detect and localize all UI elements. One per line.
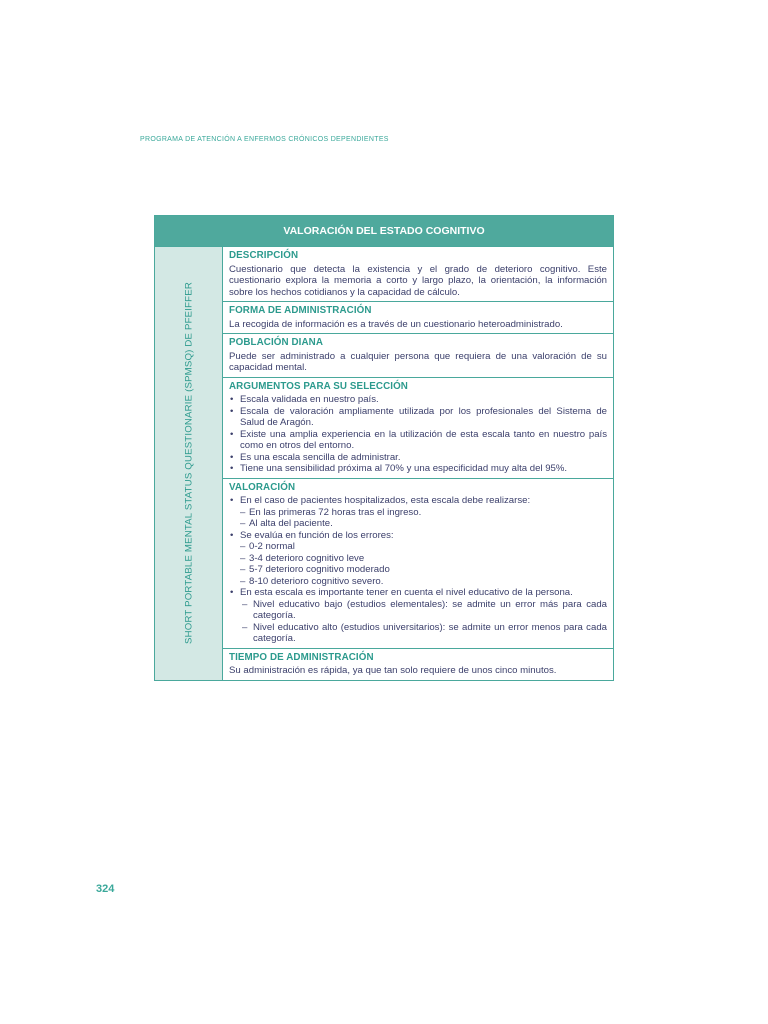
- valoracion-list: [229, 495, 607, 645]
- side-column: [155, 247, 223, 680]
- list-item: • En esta escala es importante tener en cuenta el nivel educativo de la persona.: [229, 587, 607, 599]
- section-valoracion: [223, 479, 613, 649]
- sub-list-item: – Nivel educativo alto (estudios universitarios): se admite un error menos para cada categoría.: [229, 622, 607, 645]
- section-text: Su administración es rápida, ya que tan solo requiere de unos cinco minutos.: [229, 665, 557, 676]
- card-body: [155, 247, 613, 680]
- section-text: La recogida de información es a través de un cuestionario heteroadministrado.: [229, 318, 563, 330]
- assessment-card: [154, 215, 614, 681]
- section-argumentos: [223, 378, 613, 479]
- sub-list-item: – Al alta del paciente.: [229, 518, 607, 530]
- list-item: • Es una escala sencilla de administrar.: [229, 452, 607, 464]
- sub-list-item: – 3-4 deterioro cognitivo leve: [229, 553, 607, 565]
- sub-list-item: – 0-2 normal: [229, 541, 607, 553]
- section-heading: DESCRIPCIÓN: [229, 250, 299, 261]
- list-item: • Escala de valoración ampliamente utilizada por los profesionales del Sistema de Salud de Aragón.: [229, 406, 607, 429]
- argument-list: [229, 394, 607, 475]
- sections: [223, 247, 613, 680]
- page-number: 324: [96, 883, 115, 895]
- section-heading: TIEMPO DE ADMINISTRACIÓN: [229, 651, 374, 663]
- section-tiempo: [223, 649, 613, 680]
- section-heading: POBLACIÓN DIANA: [229, 337, 324, 348]
- section-descripcion: [223, 247, 613, 302]
- section-heading: ARGUMENTOS PARA SU SELECCIÓN: [229, 380, 408, 392]
- sub-list-item: – En las primeras 72 horas tras el ingreso.: [229, 507, 607, 519]
- list-item: • Se evalúa en función de los errores:: [229, 530, 607, 542]
- section-poblacion: [223, 334, 613, 378]
- list-item: • Existe una amplia experiencia en la utilización de esta escala tanto en nuestro país como en otros del entorno.: [229, 429, 607, 452]
- sub-list-item: – 8-10 deterioro cognitivo severo.: [229, 576, 607, 588]
- running-header: PROGRAMA DE ATENCIÓN A ENFERMOS CRÓNICOS DEPENDIENTES: [140, 136, 389, 143]
- card-title: VALORACIÓN DEL ESTADO COGNITIVO: [155, 216, 613, 247]
- sub-list-item: – Nivel educativo bajo (estudios elementales): se admite un error más para cada categoría.: [229, 599, 607, 622]
- list-item: • Escala validada en nuestro país.: [229, 394, 607, 406]
- list-item: • Tiene una sensibilidad próxima al 70% y una especificidad muy alta del 95%.: [229, 463, 607, 475]
- section-heading: FORMA DE ADMINISTRACIÓN: [229, 305, 372, 316]
- section-text: Cuestionario que detecta la existencia y el grado de deterioro cognitivo. Este cuestionario explora la memoria a corto y largo plazo, la orientación, la información sobre los hechos cotidianos y la capacidad de cálculo.: [229, 263, 607, 298]
- sub-list-item: – 5-7 deterioro cognitivo moderado: [229, 564, 607, 576]
- scale-name-label: SHORT PORTABLE MENTAL STATUS QUESTIONARIE (SPMSQ) DE PFEIFFER: [183, 282, 194, 645]
- section-forma: [223, 302, 613, 334]
- list-item: • En el caso de pacientes hospitalizados, esta escala debe realizarse:: [229, 495, 607, 507]
- section-text: Puede ser administrado a cualquier persona que requiera de una valoración de su capacidad mental.: [229, 350, 607, 373]
- section-heading: VALORACIÓN: [229, 481, 296, 493]
